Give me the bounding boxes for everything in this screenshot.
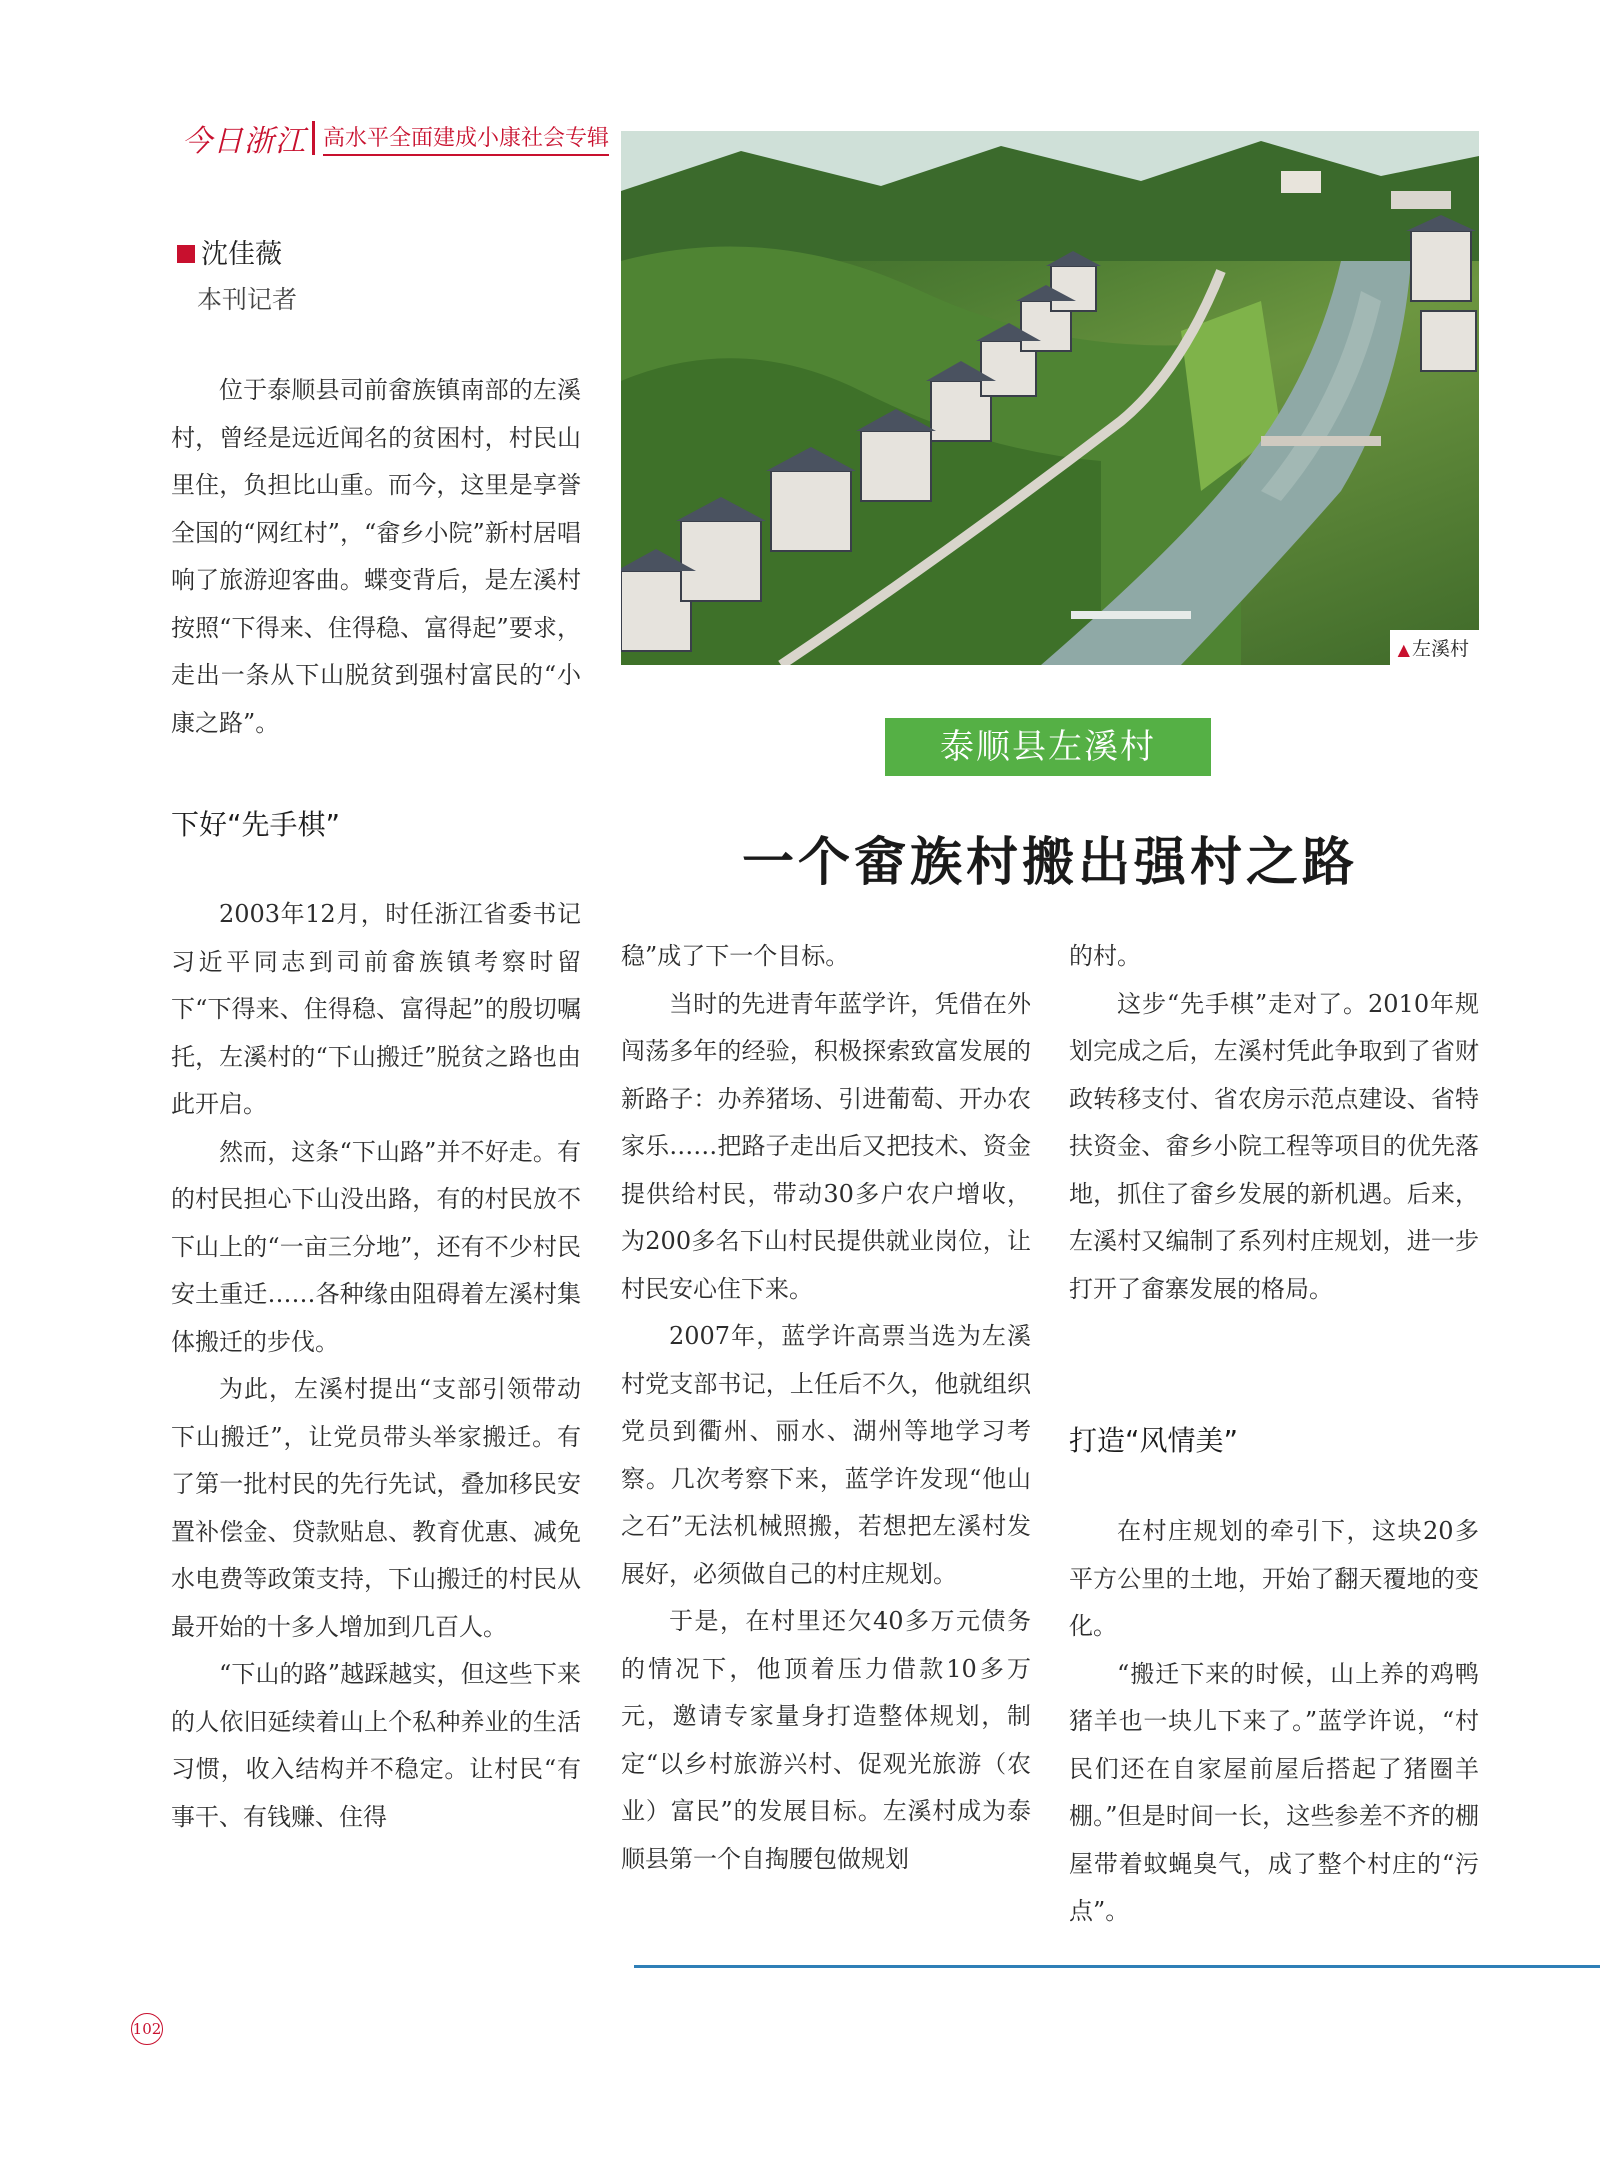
article-headline: 一个畲族村搬出强村之路 [741,832,1358,893]
header-divider [312,121,315,155]
author-name: 沈佳薇 [201,239,282,270]
body-paragraph: 这步“先手棋”走对了。2010年规划完成之后，左溪村凭此争取到了省财政转移支付、省农房示范点建设、省特扶资金、畲乡小院工程等项目的优先落地，抓住了畲乡发展的新机遇。后来，左溪村又编制了系列村庄规划，进一步打开了畲寨发展的格局。 [1069,989,1479,1303]
author-role: 本刊记者 [197,285,298,314]
body-paragraph: 在村庄规划的牵引下，这块20多平方公里的土地，开始了翻天覆地的变化。 [1069,1517,1479,1640]
column-1-body [171,891,581,1841]
section-title: 高水平全面建成小康社会专辑 [323,121,609,156]
magazine-header [182,120,610,159]
caption-text: 左溪村 [1411,638,1469,660]
body-paragraph: 2003年12月，时任浙江省委书记习近平同志到司前畲族镇考察时留下“下得来、住得稳、富得起”的殷切嘱托，左溪村的“下山搬迁”脱贫之路也由此开启。 [171,900,581,1118]
continued-paragraph: 稳”成了下一个目标。 [621,942,850,970]
column-3-body [1069,933,1479,1313]
author-byline [177,232,282,271]
section-heading-1: 下好“先手棋” [171,808,341,841]
magazine-logo: 今日浙江 [182,124,306,159]
column-3-lower-body [1069,1508,1479,1936]
triangle-icon: ▲ [1397,640,1410,659]
footer-rule [634,1965,1600,1968]
body-paragraph: 2007年，蓝学许高票当选为左溪村党支部书记，上任后不久，他就组织党员到衢州、丽水、湖州等地学习考察。几次考察下来，蓝学许发现“他山之石”无法机械照搬，若想把左溪村发展好，必须做自己的村庄规划。 [621,1322,1031,1588]
body-paragraph: “下山的路”越踩越实，但这些下来的人依旧延续着山上个私种养业的生活习惯，收入结构并不稳定。让村民“有事干、有钱赚、住得 [171,1660,581,1831]
intro-paragraph: 位于泰顺县司前畲族镇南部的左溪村，曾经是远近闻名的贫困村，村民山里住，负担比山重。而今，这里是享誉全国的“网红村”，“畲乡小院”新村居唱响了旅游迎客曲。蝶变背后，是左溪村按照“下得来、住得稳、富得起”要求，走出一条从下山脱贫到强村富民的“小康之路”。 [171,376,581,737]
body-paragraph: 当时的先进青年蓝学许，凭借在外闯荡多年的经验，积极探索致富发展的新路子：办养猪场、引进葡萄、开办农家乐……把路子走出后又把技术、资金提供给村民，带动30多户农户增收，为200多名下山村民提供就业岗位，让村民安心住下来。 [621,989,1031,1303]
body-paragraph: “搬迁下来的时候，山上养的鸡鸭猪羊也一块儿下来了。”蓝学许说，“村民们还在自家屋前屋后搭起了猪圈羊棚。”但是时间一长，这些参差不齐的棚屋带着蚊蝇臭气，成了整个村庄的“污点”。 [1069,1659,1479,1925]
column-2-body [621,933,1031,1883]
location-tag: 泰顺县左溪村 [885,718,1211,776]
page-number: 102 [131,2013,163,2045]
intro-paragraph-block [171,367,581,747]
body-paragraph: 然而，这条“下山路”并不好走。有的村民担心下山没出路，有的村民放不下山上的“一亩三分地”，还有不少村民安土重迁……各种缘由阻碍着左溪村集体搬迁的步伐。 [171,1137,581,1356]
body-paragraph: 为此，左溪村提出“支部引领带动下山搬迁”，让党员带头举家搬迁。有了第一批村民的先行先试，叠加移民安置补偿金、贷款贴息、教育优惠、减免水电费等政策支持，下山搬迁的村民从最开始的十多人增加到几百人。 [171,1375,581,1641]
red-square-icon [177,245,195,263]
continued-paragraph: 的村。 [1069,942,1141,970]
body-paragraph: 于是，在村里还欠40多万元债务的情况下，他顶着压力借款10多万元，邀请专家量身打造整体规划，制定“以乡村旅游兴村、促观光旅游（农业）富民”的发展目标。左溪村成为泰顺县第一个自掏腰包做规划 [621,1607,1031,1873]
section-heading-2: 打造“风情美” [1069,1424,1239,1457]
village-illustration [621,131,1479,665]
village-photo [621,131,1479,665]
photo-caption [1390,630,1479,665]
